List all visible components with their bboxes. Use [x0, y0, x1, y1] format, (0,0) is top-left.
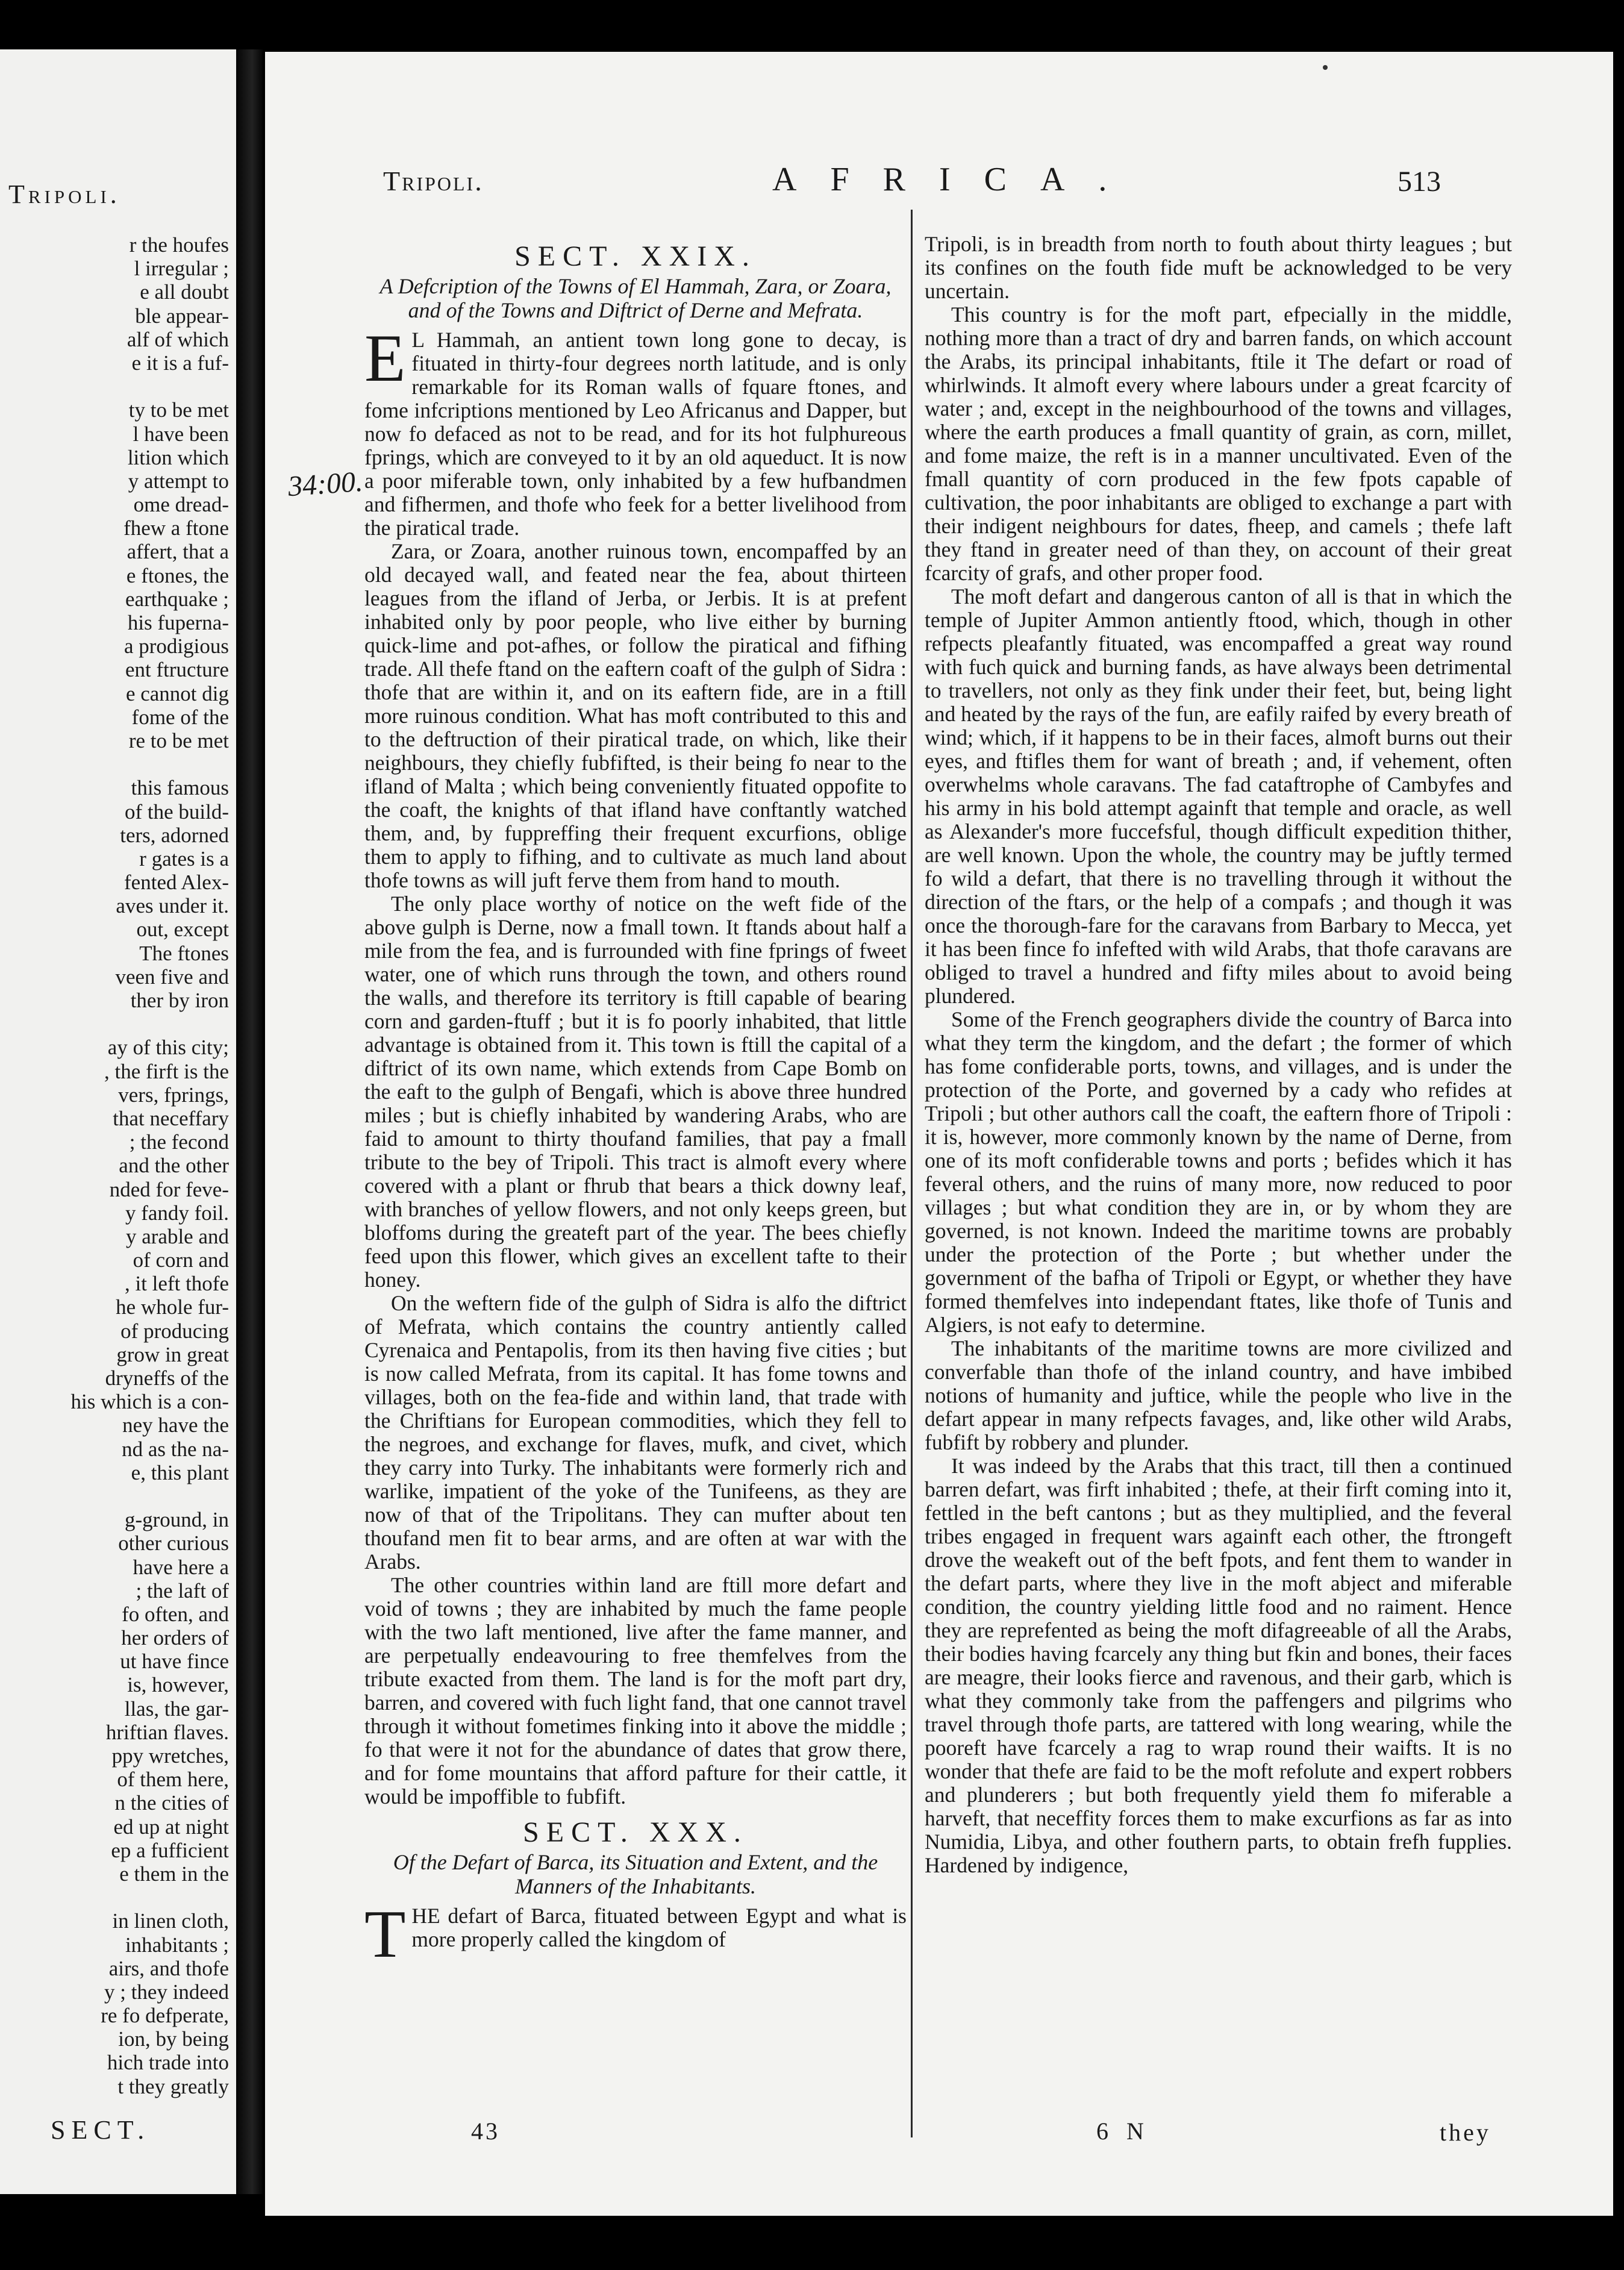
paragraph: The other countries within land are ftill more defart and void of towns ; they are inhabited by much the fame people with the two laft mentioned, live after the fame manner, and are perpetually endeavouring to free themfelves from the tribute exacted from them. The land is for the moft part dry, barren, and covered with fuch light fand, that one cannot travel through it without fometimes finking into it above the middle ; fo that were it not for the abundance of dates that grow there, and for fome mountains that afford pafture for their cattle, it would be impoffible to fubfift. [364, 1573, 907, 1809]
facing-page-line: lition which [127, 445, 229, 469]
facing-page-line: grow in great [116, 1342, 229, 1366]
facing-page-line: l have been [133, 422, 229, 446]
paragraph: The inhabitants of the maritime towns are more civilized and converfable than thofe of the inland country, and have imbibed notions of humanity and juftice, while the people who live in the defart appear in many refpects favages, and, like other wild Arabs, fubfift by robbery and plunder. [925, 1336, 1512, 1454]
facing-page-line: l irregular ; [134, 257, 229, 281]
column-rule [911, 210, 913, 2137]
section-subtitle: A Defcription of the Towns of El Hammah, Zara, or Zoara, and of the Towns and Diftrict of Derne and Mefrata. [379, 274, 892, 322]
ink-speck [1323, 65, 1328, 70]
facing-page-line: of them here, [117, 1768, 229, 1792]
facing-page-line: aves under it. [116, 894, 229, 918]
facing-page-text [0, 233, 229, 2098]
facing-page-line: fo often, and [122, 1602, 229, 1626]
facing-page-line: re fo defperate, [101, 2004, 229, 2028]
facing-page-line: r the houfes [129, 233, 229, 257]
facing-page-line: ep a fufficient [111, 1838, 229, 1862]
facing-page-line: fome of the [131, 705, 229, 729]
facing-page-line: in linen cloth, [112, 1909, 229, 1933]
facing-page-line: ble appear- [135, 304, 229, 328]
facing-page-line: hich trade into [107, 2051, 229, 2075]
facing-page-line: y arable and [125, 1224, 229, 1248]
facing-page-line: other curious [118, 1531, 229, 1556]
facing-page-line: ; the fecond [129, 1130, 229, 1154]
facing-page-line: ; the laft of [136, 1578, 229, 1602]
facing-page-line: e it is a fuf- [131, 351, 229, 375]
facing-page-line: and the other [119, 1154, 229, 1178]
facing-page-line: fhew a ftone [123, 516, 229, 540]
facing-page-line: ay of this city; [107, 1036, 229, 1060]
facing-page-line: airs, and thofe [108, 1956, 229, 1980]
facing-page-line: e ftones, the [126, 563, 229, 587]
paragraph: Zara, or Zoara, another ruinous town, encompaffed by an old decayed wall, and feated near the fea, about thirteen leagues from the ifland of Jerba, or Jerbis. It is at prefent inhabited only by poor people, who live either by burning quick-lime and pot-afhes, or follow the piratical and fifhing trade. All thefe ftand on the eaftern coaft of the gulph of Sidra : thofe that are within it, and on its eaftern fide, are in a ftill more ruinous condition. What has moft contributed to this and to the deftruction of their piratical trade, on which, like their neighbours, they chiefly fubfifted, is their being fo near to the ifland of Malta ; which being conveniently fituated oppofite to the coaft, the knights of that ifland have conftantly watched them, and, by fuppreffing their frequent excurfions, oblige them to apply to fifhing, and to cultivate as much land about thofe towns as will juft ferve them from hand to mouth. [364, 539, 907, 892]
facing-page-line: he whole fur- [116, 1295, 229, 1319]
facing-page-line: y attempt to [128, 469, 229, 493]
text-column-right [925, 233, 1512, 1877]
text-column-left [364, 233, 907, 1972]
facing-page-line: his fuperna- [127, 611, 229, 634]
book-page [265, 52, 1613, 2216]
facing-page-line: affert, that a [126, 540, 229, 564]
facing-page-line: inhabitants ; [125, 1933, 229, 1957]
facing-page-line [0, 375, 229, 398]
section-heading: SECT. XXIX. [514, 240, 757, 272]
facing-page-line: of producing [120, 1319, 229, 1343]
paragraph: THE defart of Barca, fituated between Egypt and what is more properly called the kingdom of [364, 1897, 907, 1972]
facing-page-line: r gates is a [139, 846, 229, 871]
facing-page-fragment [0, 49, 236, 2194]
facing-page-line: e them in the [119, 1862, 229, 1886]
facing-page-line: alf of which [126, 327, 229, 351]
facing-page-line: , the firft is the [104, 1059, 229, 1083]
facing-page-line [0, 1886, 229, 1909]
catchword: they [1440, 2119, 1491, 2146]
facing-page-line: vers, fprings, [118, 1083, 229, 1107]
facing-page-line: her orders of [121, 1626, 229, 1650]
facing-page-line: a prodigious [123, 634, 229, 658]
paragraph: Some of the French geographers divide the country of Barca into what they term the kingdom, and the defart ; the former of which has fome confiderable ports, towns, and villages, and is under the protection of the Porte, and governed by a cady who refides at Tripoli ; but other authors call the coaft, the eaftern fhore of Tripoli : it is, however, more commonly known by the name of Derne, from one of its moft confiderable towns and ports ; befides which it has feveral others, and the ruins of many more, now reduced to poor villages ; but what condition they are in, or by whom they are governed, is not known. Indeed the maritime towns are probably under the protection of the Porte ; but whether under the government of the bafha of Tripoli or Egypt, or whether they have formed themfelves into independant ftates, like thofe of Tunis and Algiers, is not eafy to determine. [925, 1007, 1512, 1337]
facing-page-line: dryneffs of the [105, 1366, 229, 1390]
facing-page-line: re to be met [128, 728, 229, 752]
paragraph: On the weftern fide of the gulph of Sidra is alfo the diftrict of Mefrata, which contains the country antiently called Cyrenaica and Pentapolis, from its then having five cities ; but is now called Mefrata, from its capital. It has fome towns and villages, both on the fea-fide and within land, that trade with the Chriftians for European commodities, which they fell to the negroes, and exchange for flaves, mufk, and civet, which they carry into Turky. The inhabitants were formerly rich and warlike, impatient of the yoke of the Tunifeens, as they are now of that of the Tripolitans. They can mufter about ten thoufand men fit to bear arms, and are often at war with the Arabs. [364, 1291, 907, 1574]
facing-page-line: ther by iron [130, 989, 229, 1012]
facing-page-line [0, 752, 229, 776]
facing-page-line: ion, by being [118, 2027, 229, 2051]
handwritten-margin-note: 34:00. [287, 465, 364, 503]
facing-page-line: n the cities of [114, 1791, 229, 1815]
paragraph: Tripoli, is in breadth from north to fouth about thirty leagues ; but its confines on the fouth fide muft be acknowledged to be very uncertain. [925, 232, 1512, 303]
facing-page-line: his which is a con- [70, 1390, 229, 1414]
paragraph: E L Hammah, an antient town long gone to decay, is fituated in thirty-four degrees north latitude, and is only remarkable for its Roman walls of fquare ftones, and fome infcriptions mentioned by Leo Africanus and Dapper, but now fo defaced as not to be read, and for its hot fulphureous fprings, which are conveyed to it by an old aqueduct. It is now a poor miferable town, only inhabited by a few hufbandmen and fifhermen, and thofe who feek for a better livelihood from the piratical trade. [364, 321, 907, 540]
facing-page-line: llas, the gar- [124, 1696, 229, 1721]
facing-page-line: fented Alex- [124, 871, 229, 895]
facing-page-line: ent ftructure [125, 658, 229, 682]
facing-page-line: y fandy foil. [125, 1201, 229, 1225]
paragraph: The moft defart and dangerous canton of all is that in which the temple of Jupiter Ammon antiently ftood, which, though in other refpects pleafantly fituated, was encompaffed a great way round with fuch quick and burning fands, as have always been detrimental to travellers, not only as they fink under their feet, but, being light and heated by the rays of the fun, are eafily raifed by every breath of wind; which, if it happens to be in their faces, almoft burns out their eyes, and ftifles them for want of breath ; and, if vehement, often overwhelms whole caravans. The fad cataftrophe of Cambyfes and his army in his bold attempt againft that temple and oracle, as well as Alexander's more fuccefsful, though difficult expedition thither, are well known. Upon the whole, the country may be juftly termed fo wild a defart, that there is no travelling through it without the direction of the ftars, or the help of a compafs ; and though it was once the thorough-fare for the caravans from Barbary to Mecca, yet it has been fince fo infefted with wild Arabs, that thofe caravans are obliged to travel a hundred and fifty miles about to avoid being plundered. [925, 584, 1512, 1008]
facing-page-line: ut have fince [120, 1649, 229, 1674]
facing-page-line: this famous [131, 776, 229, 800]
running-head-title: AFRICA. [772, 161, 1141, 198]
page-number: 513 [1398, 166, 1441, 198]
paragraph: It was indeed by the Arabs that this tract, till then a continued barren defart, was firft inhabited ; thefe, at their firft coming into it, fettled in the beft cantons ; but as they multiplied, and the feveral tribes engaged in frequent wars againft each other, the ftrongeft drove the weakeft out of the beft fpots, and fent them to wander in the defart parts, where they live in the moft abject and miferable condition, the country yielding little food and no raiment. Hence they are reprefented as being the moft difagreeable of all the Arabs, their bodies having fcarcely any thing but fkin and bones, their faces are meagre, their looks fierce and ravenous, and their garb, which is what they commonly take from the paffengers and pilgrims who travel through thofe parts, are tattered with long wearing, while the pooreft have fcarcely a rag to wrap round their waifts. It is no wonder that thefe are faid to be the moft refolute and expert robbers and plunderers ; but both frequently yield them fo miferable a harveft, that neceffity forces them to make excurfions as far as into Numidia, Libya, and other fouthern parts, to obtain frefh fupplies. Hardened by indigence, [925, 1454, 1512, 1877]
facing-page-line: t they greatly [117, 2074, 229, 2098]
facing-page-line [0, 1484, 229, 1508]
facing-page-line: ney have the [122, 1413, 229, 1437]
facing-page-line: of the build- [124, 799, 229, 824]
signature-mark: 6 N [1096, 2118, 1150, 2145]
facing-page-line: hriftian flaves. [105, 1720, 229, 1744]
facing-page-line: have here a [133, 1555, 229, 1579]
facing-page-catchword: SECT. [51, 2115, 151, 2145]
signature-mark: 43 [471, 2118, 500, 2145]
running-head-left: Tripoli. [383, 166, 484, 196]
paragraph: The only place worthy of notice on the weft fide of the above gulph is Derne, now a fmall town. It ftands about half a mile from the fea, and is furrounded with fine fprings of fweet water, one of which runs through the town, and others round the walls, and therefore its territory is ftill capable of bearing corn and garden-ftuff ; but it is fo poorly inhabited, that little advantage is obtained from it. This town is ftill the capital of a diftrict of its own name, which extends from Cape Bomb on the eaft to the gulph of Bengafi, which is above three hundred miles ; but is chiefly inhabited by wandering Arabs, who are faid to amount to thirty thoufand families, that pay a fmall tribute to the bey of Tripoli. This tract is almoft every where covered with a plant or fhrub that bears a thick downy leaf, with branches of yellow flowers, and not only keeps green, but bloffoms during the greateft part of the year. The bees chiefly feed upon this flower, which gives an excellent tafte to their honey. [364, 892, 907, 1292]
drop-cap: T [364, 1897, 406, 1972]
facing-page-line: earthquake ; [125, 587, 229, 611]
facing-page-line: nd as the na- [122, 1437, 229, 1461]
drop-cap: E [364, 321, 406, 396]
facing-page-line: ppy wretches, [111, 1744, 229, 1768]
facing-page-line: The ftones [139, 941, 229, 965]
section-subtitle: Of the Defart of Barca, its Situation and Extent, and the Manners of the Inhabitants. [393, 1850, 878, 1898]
facing-page-line: ters, adorned [120, 823, 229, 847]
facing-page-line: ome dread- [133, 493, 229, 517]
facing-page-line: is, however, [127, 1673, 229, 1697]
facing-page-line [0, 1012, 229, 1036]
facing-page-line: e all doubt [140, 280, 229, 304]
facing-page-line: ty to be met [128, 398, 229, 422]
paragraph: This country is for the moft part, efpecially in the middle, nothing more than a tract of dry and barren fands, on which account the Arabs, its principal inhabitants, ftile it The defart or road of whirlwinds. It almoft every where labours under a great fcarcity of water ; and, except in the neighbourhood of the towns and villages, where the earth produces a fmall quantity of grain, as corn, millet, and fome maize, the reft is in a manner uncultivated. Even of the fmall quantity of corn produced in the few fpots capable of cultivation, the poor inhabitants are obliged to exchange a part with their indigent neighbours for dates, fheep, and camels ; thefe laft they ftand in greater need of than they, on account of their great fcarcity of grafs, and other proper food. [925, 302, 1512, 585]
section-heading: SECT. XXX. [523, 1816, 748, 1848]
facing-page-line: ed up at night [113, 1815, 229, 1839]
facing-page-line: e cannot dig [125, 681, 229, 705]
facing-page-running-head: Tripoli. [8, 180, 120, 209]
facing-page-line: e, this plant [131, 1460, 229, 1484]
facing-page-line: , it left thofe [124, 1272, 229, 1296]
book-gutter [236, 49, 263, 2194]
facing-page-line: of corn and [133, 1248, 229, 1272]
facing-page-line: g-ground, in [124, 1508, 229, 1532]
facing-page-line: out, except [136, 918, 229, 942]
facing-page-line: y ; they indeed [104, 1980, 229, 2004]
facing-page-line: veen five and [115, 965, 229, 989]
facing-page-line: nded for feve- [109, 1177, 229, 1201]
facing-page-line: that neceffary [113, 1106, 229, 1130]
